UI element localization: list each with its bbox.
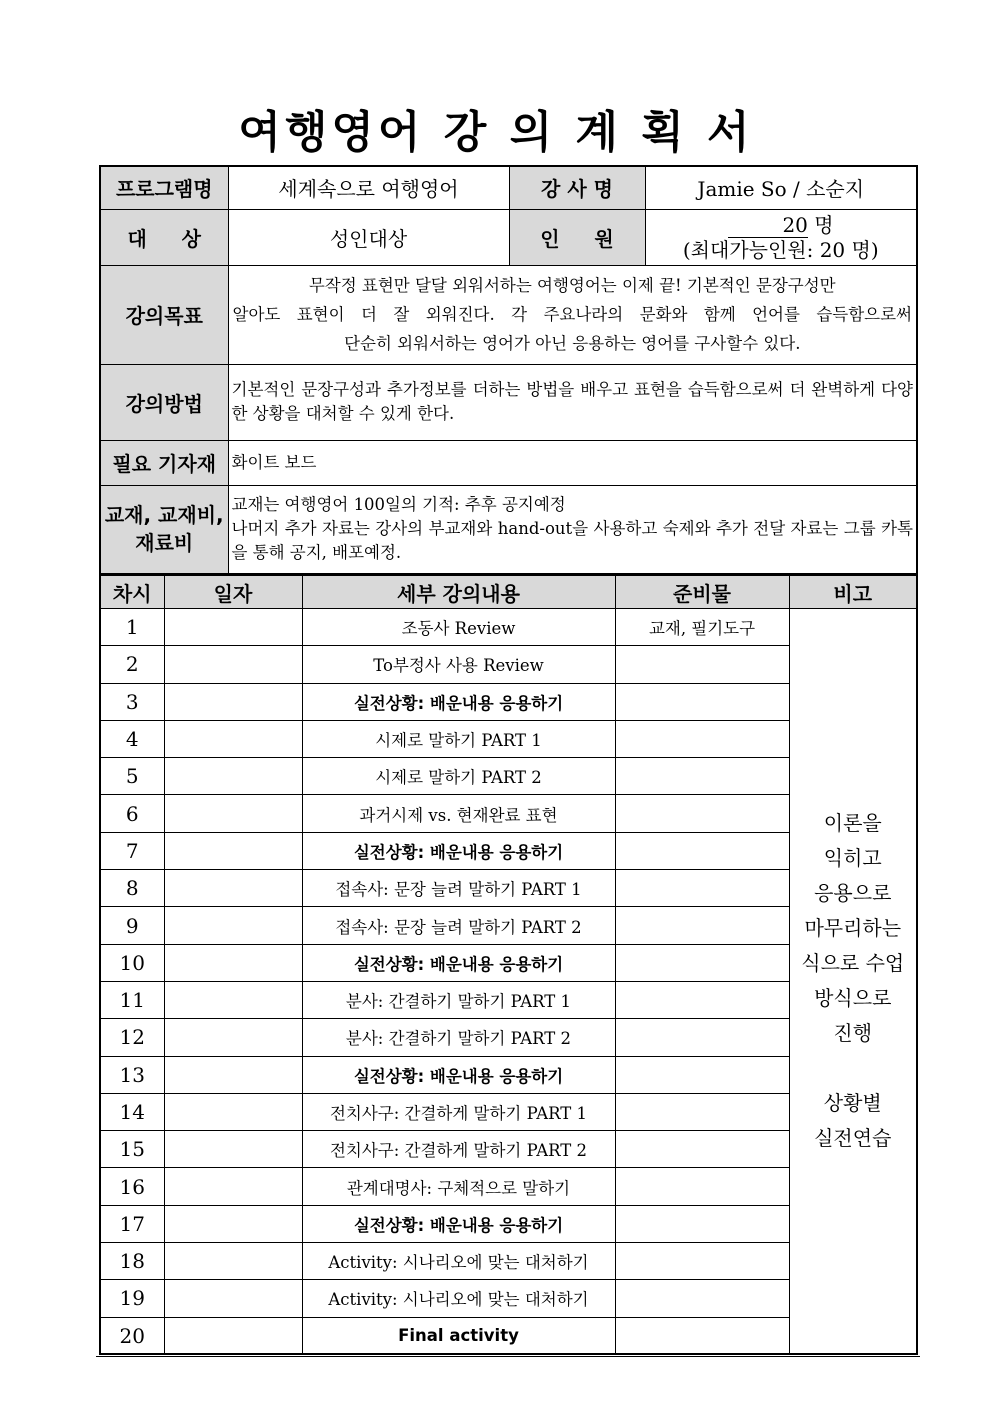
session-number: 5 (100, 758, 164, 795)
session-number: 17 (100, 1205, 164, 1242)
remarks-line: 식으로 수업 (801, 951, 905, 976)
session-number: 15 (100, 1131, 164, 1168)
session-topic: 실전상황: 배운내용 응용하기 (302, 683, 615, 720)
session-topic: 전치사구: 간결하게 말하기 PART 2 (302, 1131, 615, 1168)
remarks-cell (789, 609, 917, 1355)
session-date (164, 683, 302, 720)
instructor-label: 강 사 명 (509, 166, 645, 209)
headcount-unit: 명 (814, 212, 834, 237)
method-text: 기본적인 문장구성과 추가정보를 더하는 방법을 배우고 표현을 습득함으로써 더 완벽하게 다양한 상황을 대처할 수 있게 한다. (228, 364, 917, 440)
header-date: 일자 (164, 575, 302, 609)
session-number: 20 (100, 1317, 164, 1354)
session-date (164, 1093, 302, 1130)
target-value: 성인대상 (228, 209, 509, 265)
table-row (100, 609, 917, 646)
remarks-line: 방식으로 (814, 986, 892, 1011)
session-topic: 시제로 말하기 PART 1 (302, 720, 615, 757)
materials-label-line: 교재, 교재비, (104, 503, 224, 528)
session-materials (615, 1131, 789, 1168)
session-topic: 실전상황: 배운내용 응용하기 (302, 1205, 615, 1242)
program-label: 프로그램명 (100, 166, 228, 209)
session-date (164, 1131, 302, 1168)
session-topic: Activity: 시나리오에 맞는 대처하기 (302, 1243, 615, 1280)
course-info-table (99, 165, 918, 575)
session-materials (615, 832, 789, 869)
header-remarks: 비고 (789, 575, 917, 609)
session-date (164, 1243, 302, 1280)
session-date (164, 795, 302, 832)
materials-text (228, 485, 917, 574)
target-label: 대 상 (100, 209, 228, 265)
materials-label (100, 485, 228, 574)
session-date (164, 832, 302, 869)
session-topic: 시제로 말하기 PART 2 (302, 758, 615, 795)
session-materials (615, 1205, 789, 1242)
session-date (164, 646, 302, 683)
session-number: 8 (100, 870, 164, 907)
session-number: 4 (100, 720, 164, 757)
session-topic: Final activity (302, 1317, 615, 1354)
session-date (164, 720, 302, 757)
headcount-number: 20 (728, 213, 808, 238)
session-date (164, 870, 302, 907)
materials-line: 교재는 여행영어 100일의 기적: 추후 공지예정 (231, 495, 566, 515)
session-topic: 전치사구: 간결하게 말하기 PART 1 (302, 1093, 615, 1130)
instructor-value: Jamie So / 소순지 (645, 166, 917, 209)
materials-label-line: 재료비 (135, 531, 194, 556)
bottom-rule (96, 1356, 920, 1357)
session-number: 11 (100, 981, 164, 1018)
session-number: 12 (100, 1019, 164, 1056)
remarks-line: 마무리하는 (804, 916, 902, 941)
session-materials: 교재, 필기도구 (615, 609, 789, 646)
goal-label: 강의목표 (100, 265, 228, 364)
session-date (164, 758, 302, 795)
session-topic: 분사: 간결하기 말하기 PART 1 (302, 981, 615, 1018)
remarks-line: 진행 (833, 1021, 873, 1046)
session-materials (615, 1093, 789, 1130)
session-materials (615, 1168, 789, 1205)
session-materials (615, 1019, 789, 1056)
goal-line: 무작정 표현만 달달 외워서하는 여행영어는 이제 끝! 기본적인 문장구성만 (308, 276, 836, 295)
session-topic: To부정사 사용 Review (302, 646, 615, 683)
session-topic: 실전상황: 배운내용 응용하기 (302, 944, 615, 981)
remarks-line: 실전연습 (814, 1126, 892, 1151)
session-materials (615, 1317, 789, 1354)
headcount-label: 인 원 (509, 209, 645, 265)
session-date (164, 1168, 302, 1205)
schedule-table (99, 574, 918, 1355)
goal-line: 단순히 외워서하는 영어가 아닌 응용하는 영어를 구사할수 있다. (344, 334, 801, 353)
session-materials (615, 683, 789, 720)
header-content: 세부 강의내용 (302, 575, 615, 609)
document-title: 여행영어 강 의 계 획 서 (238, 107, 754, 158)
session-date (164, 907, 302, 944)
method-label: 강의방법 (100, 364, 228, 440)
session-materials (615, 870, 789, 907)
session-date (164, 1317, 302, 1354)
session-number: 2 (100, 646, 164, 683)
remarks-line: 상황별 (823, 1091, 882, 1116)
session-date (164, 1056, 302, 1093)
session-materials (615, 1056, 789, 1093)
session-materials (615, 795, 789, 832)
remarks-line: 익히고 (823, 846, 882, 871)
session-materials (615, 907, 789, 944)
session-number: 6 (100, 795, 164, 832)
session-number: 9 (100, 907, 164, 944)
session-materials (615, 646, 789, 683)
session-materials (615, 981, 789, 1018)
headcount-max: (최대가능인원: 20 명) (682, 237, 879, 262)
session-materials (615, 1280, 789, 1317)
session-topic: 분사: 간결하기 말하기 PART 2 (302, 1019, 615, 1056)
session-date (164, 1280, 302, 1317)
program-value: 세계속으로 여행영어 (228, 166, 509, 209)
session-topic: 접속사: 문장 늘려 말하기 PART 1 (302, 870, 615, 907)
session-number: 7 (100, 832, 164, 869)
session-date (164, 1019, 302, 1056)
session-date (164, 944, 302, 981)
equipment-label: 필요 기자재 (100, 440, 228, 485)
session-number: 3 (100, 683, 164, 720)
session-number: 18 (100, 1243, 164, 1280)
session-number: 13 (100, 1056, 164, 1093)
session-materials (615, 1243, 789, 1280)
session-number: 10 (100, 944, 164, 981)
remarks-line (790, 1051, 917, 1086)
remarks-line: 이론을 (823, 811, 882, 836)
session-topic: 접속사: 문장 늘려 말하기 PART 2 (302, 907, 615, 944)
session-topic: 과거시제 vs. 현재완료 표현 (302, 795, 615, 832)
session-topic: Activity: 시나리오에 맞는 대처하기 (302, 1280, 615, 1317)
session-number: 16 (100, 1168, 164, 1205)
goal-line: 알아도 표현이 더 잘 외워진다. 각 주요나라의 문화와 함께 언어를 습득함으로써 (232, 305, 912, 324)
session-number: 19 (100, 1280, 164, 1317)
session-date (164, 1205, 302, 1242)
session-materials (615, 720, 789, 757)
session-materials (615, 944, 789, 981)
header-session: 차시 (100, 575, 164, 609)
equipment-value: 화이트 보드 (228, 440, 917, 485)
session-topic: 관계대명사: 구체적으로 말하기 (302, 1168, 615, 1205)
session-date (164, 981, 302, 1018)
session-topic: 조동사 Review (302, 609, 615, 646)
session-topic: 실전상황: 배운내용 응용하기 (302, 832, 615, 869)
headcount-value (645, 209, 917, 265)
session-number: 1 (100, 609, 164, 646)
session-number: 14 (100, 1093, 164, 1130)
materials-line: 나머지 추가 자료는 강사의 부교재와 hand-out을 사용하고 숙제와 추가 전달 자료는 그룹 카톡을 통해 공지, 배포예정. (231, 519, 913, 563)
session-materials (615, 758, 789, 795)
goal-text (228, 265, 917, 364)
session-date (164, 609, 302, 646)
header-materials: 준비물 (615, 575, 789, 609)
remarks-line: 응용으로 (814, 881, 892, 906)
session-topic: 실전상황: 배운내용 응용하기 (302, 1056, 615, 1093)
